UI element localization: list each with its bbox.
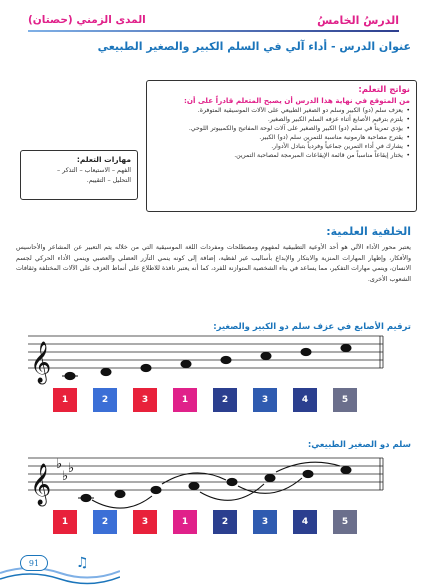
wave-decoration-icon xyxy=(0,545,120,585)
note-head xyxy=(341,344,351,351)
note-head xyxy=(101,368,111,375)
flat-sign-icon xyxy=(56,457,74,484)
finger-key: 3 xyxy=(253,388,277,412)
list-item: • يشارك في أداء التمرين جماعياً وفردياً بتبادل الأدوار. xyxy=(271,142,410,150)
skills-heading: مهارات التعلم: xyxy=(76,155,131,164)
finger-key: 1 xyxy=(53,388,77,412)
outcomes-list xyxy=(153,107,410,160)
learning-outcomes-box xyxy=(146,80,417,212)
finger-key: 1 xyxy=(173,388,197,412)
note-head xyxy=(141,364,151,371)
bullet-icon: • xyxy=(406,107,410,114)
note-head xyxy=(265,474,275,481)
finger-key: 3 xyxy=(133,388,157,412)
note-head xyxy=(303,470,313,477)
svg-text:♭: ♭ xyxy=(56,457,63,472)
list-item: • يلتزم بترقيم الأصابع أثناء عزفه السلم الكبير والصغير. xyxy=(267,115,410,123)
note-head xyxy=(227,478,237,485)
header-divider xyxy=(28,30,399,32)
music-note-icon: ♫ xyxy=(76,555,89,571)
section-title-fingering: ترقيم الأصابع في عزف سلم دو الكبير والصغير: xyxy=(213,322,411,332)
note-head xyxy=(81,494,91,501)
bullet-icon: • xyxy=(406,151,410,159)
background-heading: الخلفية العلمية: xyxy=(326,225,411,238)
note-head xyxy=(181,360,191,367)
finger-key: 3 xyxy=(133,510,157,534)
list-item: • يختار إيقاعاً مناسباً من قائمة الإيقاعات المبرمجة لمصاحبة التمرين. xyxy=(234,151,410,159)
outcomes-intro: من المتوقع في نهاية هذا الدرس أن يصبح المتعلم قادراً على أن: xyxy=(184,96,410,105)
note-head xyxy=(115,490,125,497)
note-head xyxy=(341,466,351,473)
treble-clef-icon: 𝄞 xyxy=(30,464,52,505)
bullet-icon: • xyxy=(406,142,410,150)
note-head xyxy=(189,482,199,489)
finger-key: 2 xyxy=(213,388,237,412)
bullet-icon: • xyxy=(406,124,410,132)
time-range-label: المدى الزمني (حصتان) xyxy=(28,14,146,26)
skills-line: التحليل – التقييم. xyxy=(86,177,131,184)
finger-key: 2 xyxy=(93,388,117,412)
finger-key: 1 xyxy=(53,510,77,534)
note-head xyxy=(221,356,231,363)
finger-key: 2 xyxy=(93,510,117,534)
outcomes-heading: نواتج التعلم: xyxy=(358,85,410,95)
list-item: • يقترح مصاحبة هارمونية مناسبة للتمرين سلم (دو) الكبير. xyxy=(259,133,410,141)
finger-key: 3 xyxy=(253,510,277,534)
list-item: • يعزف سلم (دو) الكبير وسلم دو الصغير الطبيعي على الآلات الموسيقية المتوفرة. xyxy=(197,107,410,114)
skills-line: الفهم – الاستيعاب – التذكر – xyxy=(56,167,131,174)
note-head xyxy=(65,372,75,379)
svg-text:♭: ♭ xyxy=(68,461,75,476)
list-item: • يؤدي تمريناً في سلم (دو) الكبير والصغير على آلات لوحة المفاتيح والكمبيوتر اللوحي. xyxy=(188,124,410,132)
finger-key: 4 xyxy=(293,388,317,412)
finger-key: 5 xyxy=(333,388,357,412)
finger-key: 5 xyxy=(333,510,357,534)
bullet-icon: • xyxy=(406,133,410,141)
svg-text:♭: ♭ xyxy=(62,469,69,484)
learning-skills-box xyxy=(20,150,138,200)
lesson-label: الدرسُ الخامسُ xyxy=(317,14,399,27)
section-title-minor-scale: سلم دو الصغير الطبيعي: xyxy=(307,440,411,450)
background-paragraph: يعتبر محور الأداء الآلي هو أحد الأوعية التطبيقية لمفهوم ومصطلحات ومفردات اللغة الموسيقية التي من خلاله يتم التعبير عن المشاعر والأحاسيس والأفكار، وإظهار المهارات المنزية والابتكار والإبداع بأساليب غير لفظية، إضافة إلى كونه ينمي التآزر العضلي والعصبي وينمي الأداء الحركي لجسم الانسان، وينمي مهارات التفكير، مما يساعد في بناء الشخصية المتوازنة للفرد، كما أنه يعتبر نافذة للاطلاع على أنماط العزف على الآلات المختلفة وثقافات الشعوب الأخرى. xyxy=(16,244,411,283)
treble-clef-icon: 𝄞 xyxy=(30,342,52,383)
note-head xyxy=(261,352,271,359)
bullet-icon: • xyxy=(406,115,410,123)
page-number: 91 xyxy=(20,555,48,571)
finger-key: 4 xyxy=(293,510,317,534)
note-head xyxy=(301,348,311,355)
finger-key: 1 xyxy=(173,510,197,534)
finger-key: 2 xyxy=(213,510,237,534)
note-head xyxy=(151,486,161,493)
page-header xyxy=(14,10,415,32)
lesson-title: عنوان الدرس - أداء آلي في السلم الكبير والصغير الطبيعي xyxy=(97,40,411,53)
